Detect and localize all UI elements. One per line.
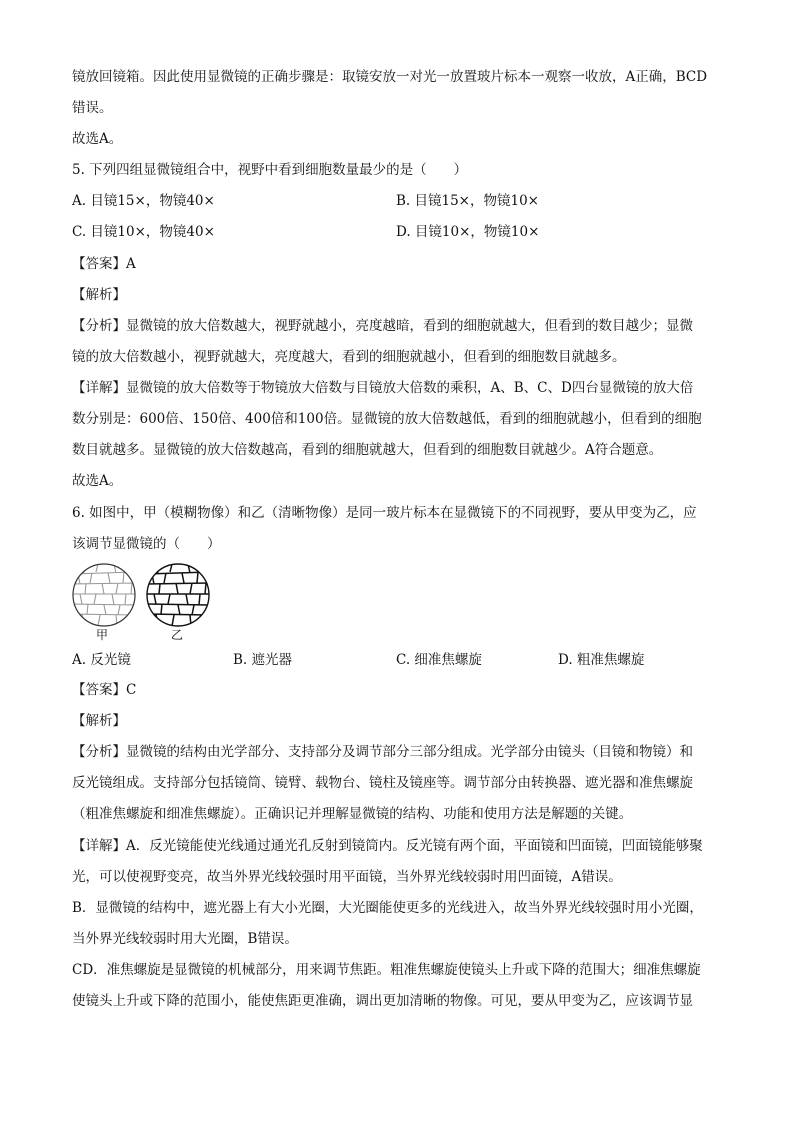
q5-option-b: B. 目镜15×，物镜10×	[396, 193, 539, 209]
q6-detail-line-6: 使镜头上升或下降的范围小，能使焦距更准确，调出更加清晰的物像。可见，要从甲变为乙，应该调节显	[72, 993, 693, 1009]
q6-detail-line-2: 光，可以使视野变亮，故当外界光线较强时用平面镜，当外界光线较弱时用凹面镜，A错误。	[72, 869, 622, 885]
q5-answer: 【答案】A	[72, 256, 136, 272]
q5-option-c: C. 目镜10×，物镜40×	[72, 224, 215, 240]
q6-analysis-line-2: 反光镜组成。支持部分包括镜筒、镜臂、载物台、镜柱及镜座等。调节部分由转换器、遮光器和准焦螺旋	[72, 775, 693, 791]
question-5-stem: 5. 下列四组显微镜组合中，视野中看到细胞数量最少的是（ ）	[72, 162, 468, 178]
q6-detail-line-1: 【详解】A．反光镜能使光线通过通光孔反射到镜筒内。反光镜有两个面，平面镜和凹面镜，凹面镜能够聚	[72, 838, 703, 854]
q6-detail-line-5: CD．准焦螺旋是显微镜的机械部分，用来调节焦距。粗准焦螺旋使镜头上升或下降的范围大；细准焦螺旋	[72, 962, 701, 978]
intro-conclusion: 故选A。	[72, 131, 123, 147]
q5-detail-line-1: 【详解】显微镜的放大倍数等于物镜放大倍数与目镜放大倍数的乘积，A、B、C、D四台显微镜的放大倍	[72, 380, 694, 396]
microscope-field-figure	[68, 562, 218, 644]
q5-detail-line-2: 数分别是：600倍、150倍、400倍和100倍。显微镜的放大倍数越低，看到的细胞就越小，但看到的细胞	[72, 411, 702, 427]
q6-answer: 【答案】C	[72, 682, 137, 698]
q6-option-d: D. 粗准焦螺旋	[558, 652, 645, 668]
figure-label-jia: 甲	[96, 628, 109, 642]
q5-option-a: A. 目镜15×，物镜40×	[72, 193, 215, 209]
intro-line-2: 错误。	[72, 100, 113, 116]
q5-detail-line-3: 数目就越多。显微镜的放大倍数越高，看到的细胞就越大，但看到的细胞数目就越少。A符合题意。	[72, 442, 663, 458]
question-6-stem-line-2: 该调节显微镜的（ ）	[72, 536, 221, 552]
q6-detail-line-4: 当外界光线较弱时用大光圈，B错误。	[72, 931, 298, 947]
q5-option-d: D. 目镜10×，物镜10×	[396, 224, 540, 240]
q6-analysis-heading: 【解析】	[72, 713, 126, 729]
q6-analysis-line-1: 【分析】显微镜的结构由光学部分、支持部分及调节部分三部分组成。光学部分由镜头（目镜和物镜）和	[72, 744, 693, 760]
q6-detail-line-3: B．显微镜的结构中，遮光器上有大小光圈，大光圈能使更多的光线进入，故当外界光线较强时用小光圈，	[72, 900, 703, 916]
q5-analysis-line-2: 镜的放大倍数越小，视野就越大，亮度越大，看到的细胞就越小，但看到的细胞数目就越多。	[72, 349, 626, 365]
microscope-fields-illustration	[68, 562, 218, 628]
question-6-stem-line-1: 6. 如图中，甲（模糊物像）和乙（清晰物像）是同一玻片标本在显微镜下的不同视野，要从甲变为乙，应	[72, 505, 697, 521]
q5-analysis-line-1: 【分析】显微镜的放大倍数越大，视野就越小，亮度越暗，看到的细胞就越大，但看到的数目越少；显微	[72, 318, 693, 334]
q5-conclusion: 故选A。	[72, 473, 123, 489]
q6-option-b: B. 遮光器	[233, 652, 293, 668]
q6-analysis-line-3: （粗准焦螺旋和细准焦螺旋）。正确识记并理解显微镜的结构、功能和使用方法是解题的关键。	[72, 806, 633, 822]
q6-option-c: C. 细准焦螺旋	[396, 652, 482, 668]
intro-line-1: 镜放回镜箱。因此使用显微镜的正确步骤是：取镜安放一对光一放置玻片标本一观察一收放，A正确，BCD	[72, 69, 708, 85]
q5-analysis-heading: 【解析】	[72, 287, 126, 303]
figure-label-yi: 乙	[171, 628, 184, 642]
q6-option-a: A. 反光镜	[72, 652, 131, 668]
